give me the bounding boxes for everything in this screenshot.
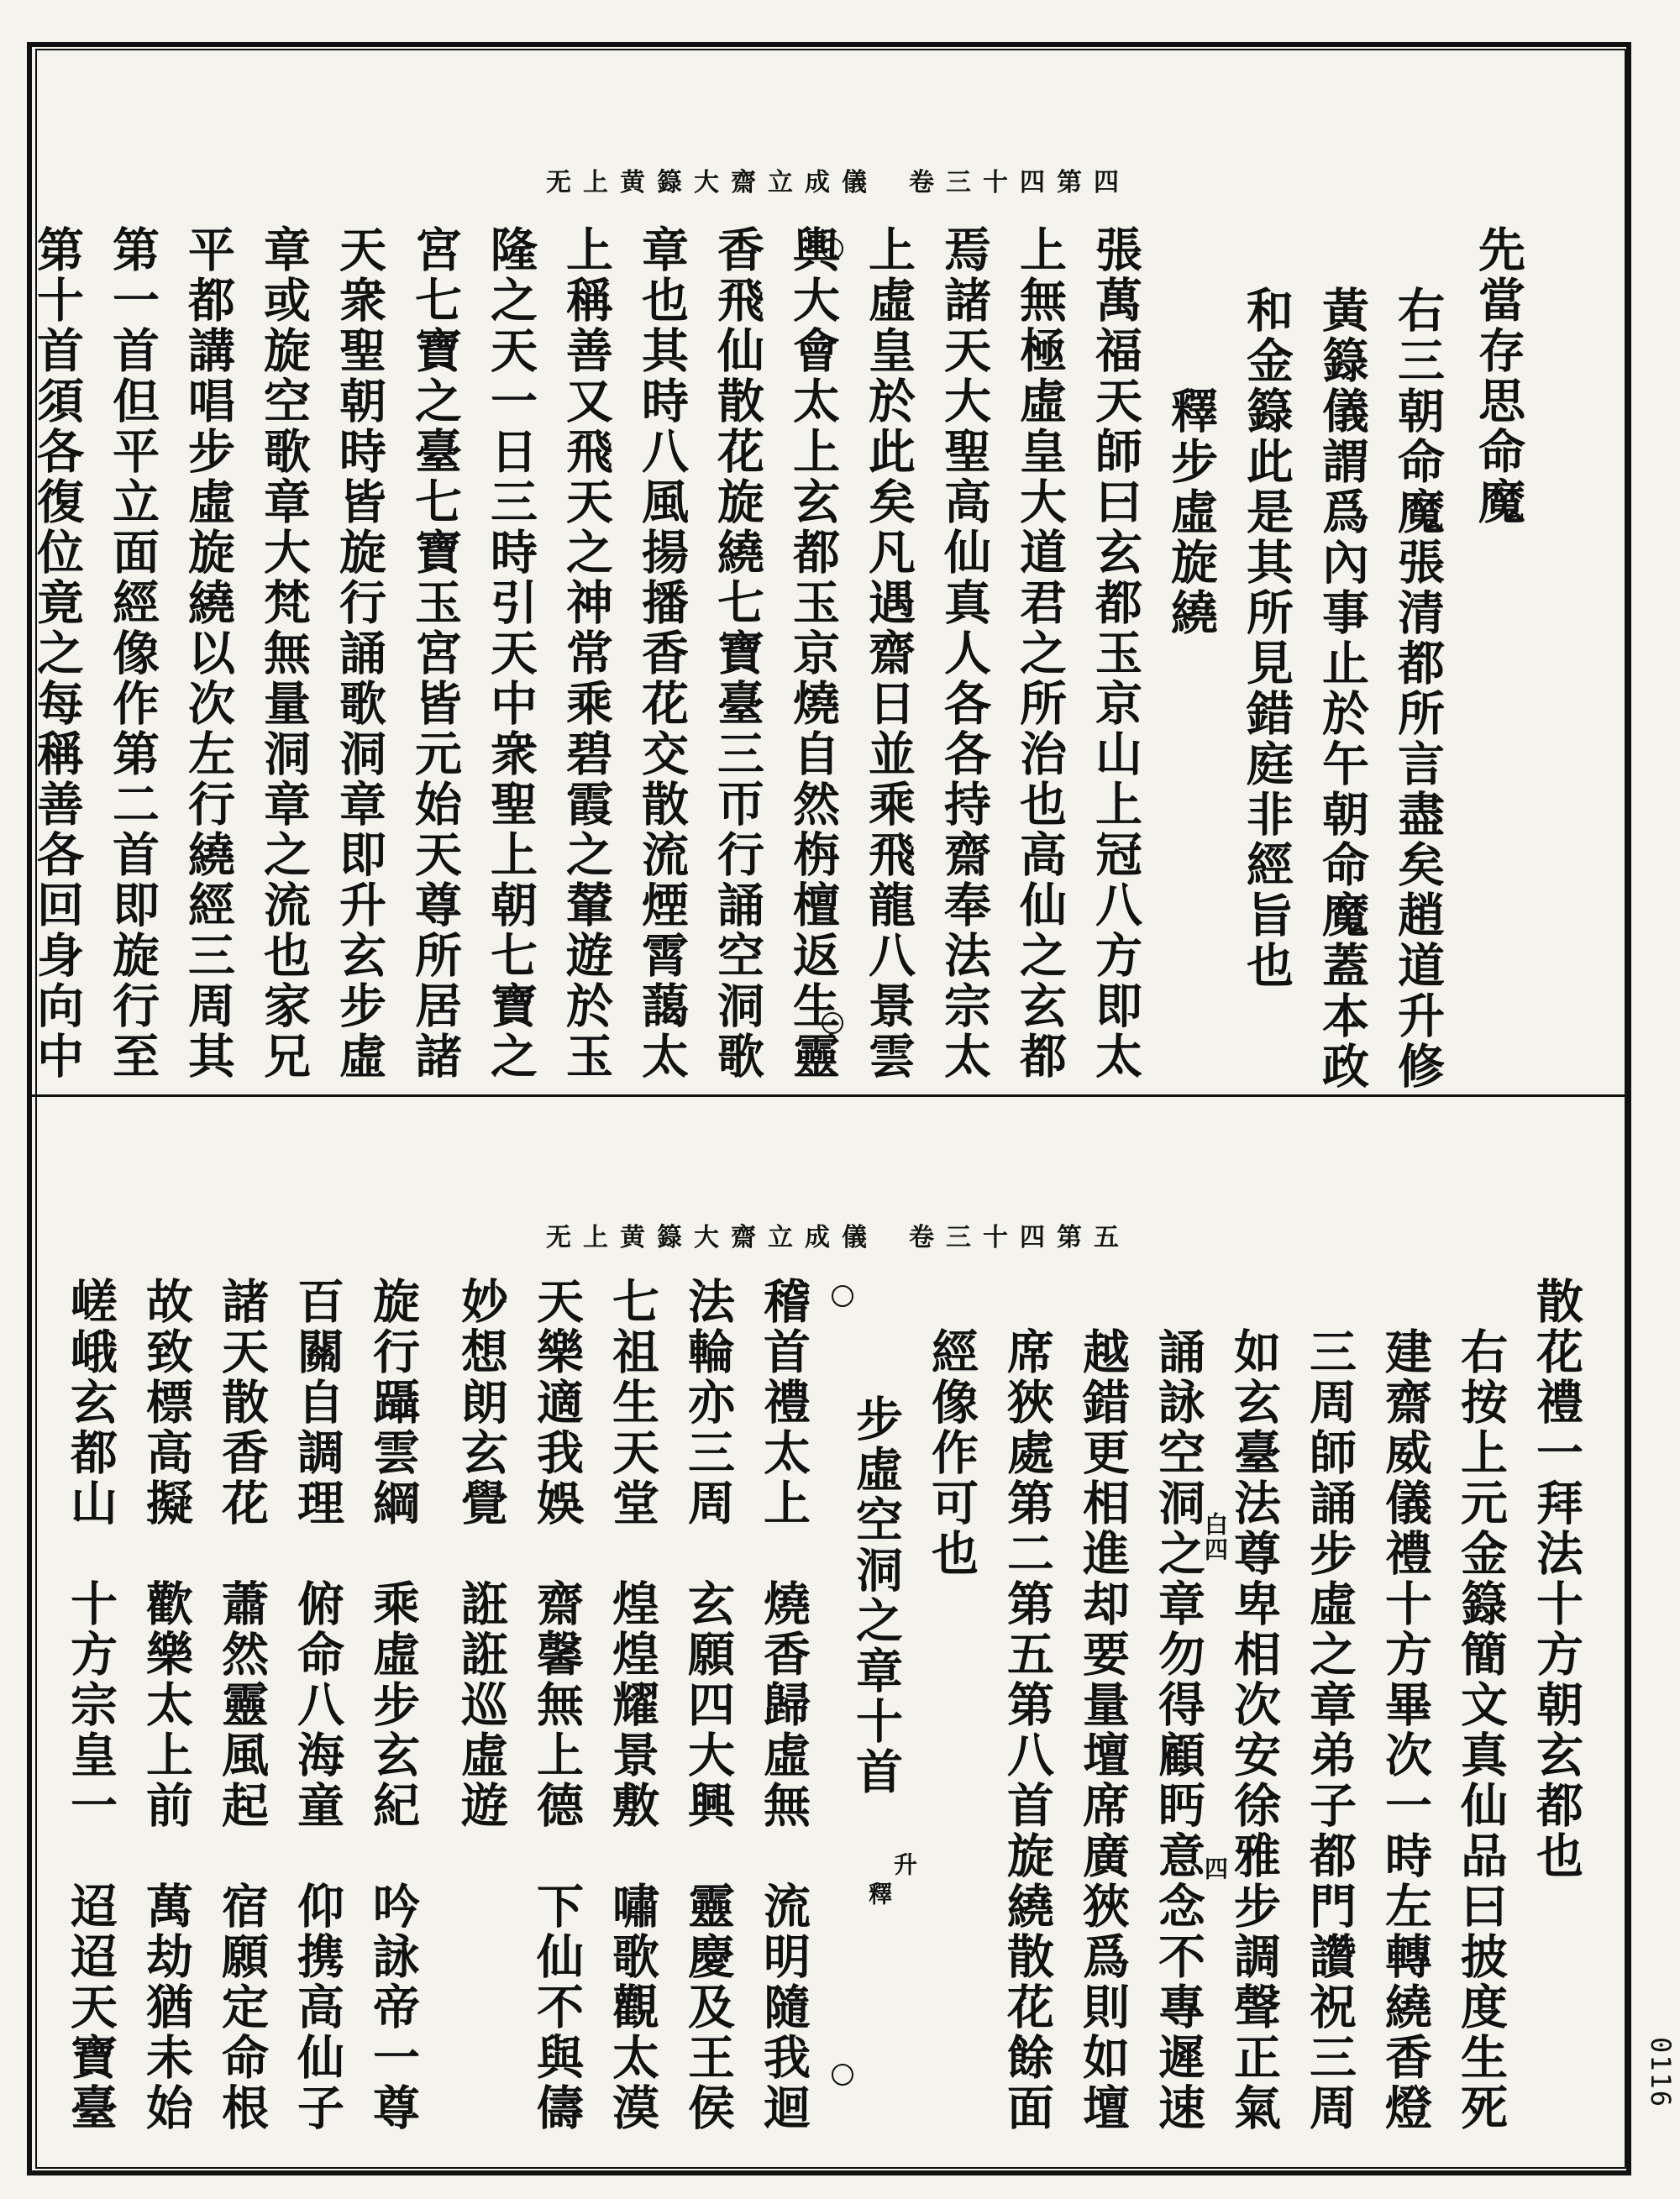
paragraph-circle-mark <box>822 1012 843 1034</box>
top-col-17: 章或旋空歌章大梵無量洞章之流也家兄 <box>256 225 312 1082</box>
top-col-4: 和金籙此是其所見錯庭非經旨也 <box>1239 286 1294 991</box>
bottom-col-10: 步虛空洞之章十首 <box>848 1394 904 1798</box>
top-col-9: 上虛皇於此矣凡遇齋日並乘飛龍八景雲 <box>861 225 916 1082</box>
bottom-col-16: 旋行躡雲綱 乘虛步玄紀 吟詠帝一尊 <box>365 1277 421 2133</box>
top-col-18: 平都講唱步虛旋繞以次左行繞經三周其 <box>181 225 236 1082</box>
top-col-1: 先當存思命魔 <box>1471 225 1526 527</box>
bottom-header-volume: 卷三十四第五 <box>909 1223 1131 1252</box>
bottom-col-4: 三周師誦步虛之章弟子都門讚祝三周 <box>1302 1327 1357 2133</box>
top-col-15: 宮七寶之臺七寶玉宮皆元始天尊所居諸 <box>407 225 463 1082</box>
top-col-19: 第一首但平立面經像作第二首即旋行至 <box>105 225 160 1082</box>
top-col-7: 上無極虛皇大道君之所治也高仙之玄都 <box>1012 225 1068 1082</box>
bottom-col-9: 經像作可也 <box>924 1327 979 1579</box>
top-header-title: 无上黄籙大齋立成儀 <box>546 168 879 197</box>
paragraph-circle-mark <box>832 1285 853 1307</box>
page-number: 0116 <box>1645 2037 1677 2109</box>
bottom-col-14: 天樂適我娛 齋馨無上德 下仙不與儔 <box>529 1277 585 2133</box>
bottom-col-1: 散花禮一拜法十方朝玄都也 <box>1529 1277 1584 1881</box>
bottom-col-5: 如玄臺法尊卑相次安徐雅步調聲正氣 <box>1226 1327 1282 2133</box>
bottom-col-13: 七祖生天堂 煌煌耀景敷 嘯歌觀太漠 <box>605 1277 660 2133</box>
top-col-16: 天衆聖朝時皆旋行誦歌洞章即升玄步虛 <box>332 225 387 1082</box>
bottom-col-12: 法輪亦三周 玄願四大興 靈慶及王侯 <box>680 1277 736 2133</box>
top-running-header <box>546 161 1131 198</box>
bottom-col-19: 故致標高擬 歡樂太上前 萬劫猶未始 <box>139 1277 194 2133</box>
top-col-10: 輿大會太上玄都玉京燒自然栴檀返生靈 <box>785 225 841 1082</box>
top-col-14: 隆之天一日三時引天中衆聖上朝七寶之 <box>483 225 538 1082</box>
interlinear-note: 升 <box>890 1852 918 1877</box>
bottom-col-7: 越錯更相進却要量壇席廣狹爲則如壇 <box>1075 1327 1131 2133</box>
paragraph-circle-mark <box>832 2064 853 2086</box>
top-header-volume: 卷三十四第四 <box>909 168 1131 197</box>
bottom-header-title: 无上黄籙大齋立成儀 <box>546 1223 879 1252</box>
interlinear-note: 釋 <box>865 1881 893 1907</box>
bottom-col-2: 右按上元金籙簡文真仙品曰披度生死 <box>1453 1327 1509 2133</box>
bottom-col-15: 妙想朗玄覺 誑誑巡虛遊 <box>454 1277 509 1831</box>
top-col-12: 章也其時八風揚播香花交散流煙霄藹太 <box>634 225 690 1082</box>
top-col-6: 張萬福天師曰玄都玉京山上冠八方即太 <box>1088 225 1143 1082</box>
top-col-11: 香飛仙散花旋繞七寶臺三帀行誦空洞歌 <box>710 225 765 1082</box>
bottom-col-8: 席狹處第二第五第八首旋繞散花餘面 <box>1000 1327 1055 2133</box>
bottom-running-header <box>546 1216 1131 1253</box>
top-col-13: 上稱善又飛天之神常乘碧霞之輦遊於玉 <box>559 225 614 1082</box>
bottom-col-6: 誦詠空洞之章勿得顧眄意念不專遲速 <box>1151 1327 1206 2133</box>
top-col-2: 右三朝命魔張清都所言盡矣趙道升修 <box>1390 286 1446 1092</box>
bottom-col-18: 諸天散香花 蕭然靈風起 宿願定命根 <box>214 1277 270 2133</box>
bottom-col-3: 建齋威儀禮十方畢次一時左轉繞香燈 <box>1378 1327 1433 2133</box>
interlinear-note: 四 <box>1201 1856 1229 1881</box>
bottom-col-17: 百關自調理 俯命八海童 仰携高仙子 <box>290 1277 345 2133</box>
bottom-col-11: 稽首禮太上 燒香歸虛無 流明隨我迴 <box>756 1277 811 2133</box>
bottom-col-20: 嵯峨玄都山 十方宗皇一 迢迢天寶臺 <box>63 1277 118 2133</box>
interlinear-note: 白四 <box>1201 1512 1229 1562</box>
top-col-20: 第十首須各復位竟之每稱善各回身向中 <box>29 225 85 1082</box>
paragraph-circle-mark <box>822 238 843 260</box>
top-col-3: 黃籙儀謂爲內事止於午朝命魔蓋本政 <box>1315 286 1370 1092</box>
page-divider <box>32 1094 1631 1097</box>
top-col-5: 釋步虛旋繞 <box>1163 386 1219 638</box>
top-col-8: 焉諸天大聖高仙真人各各持齋奉法宗太 <box>937 225 992 1082</box>
